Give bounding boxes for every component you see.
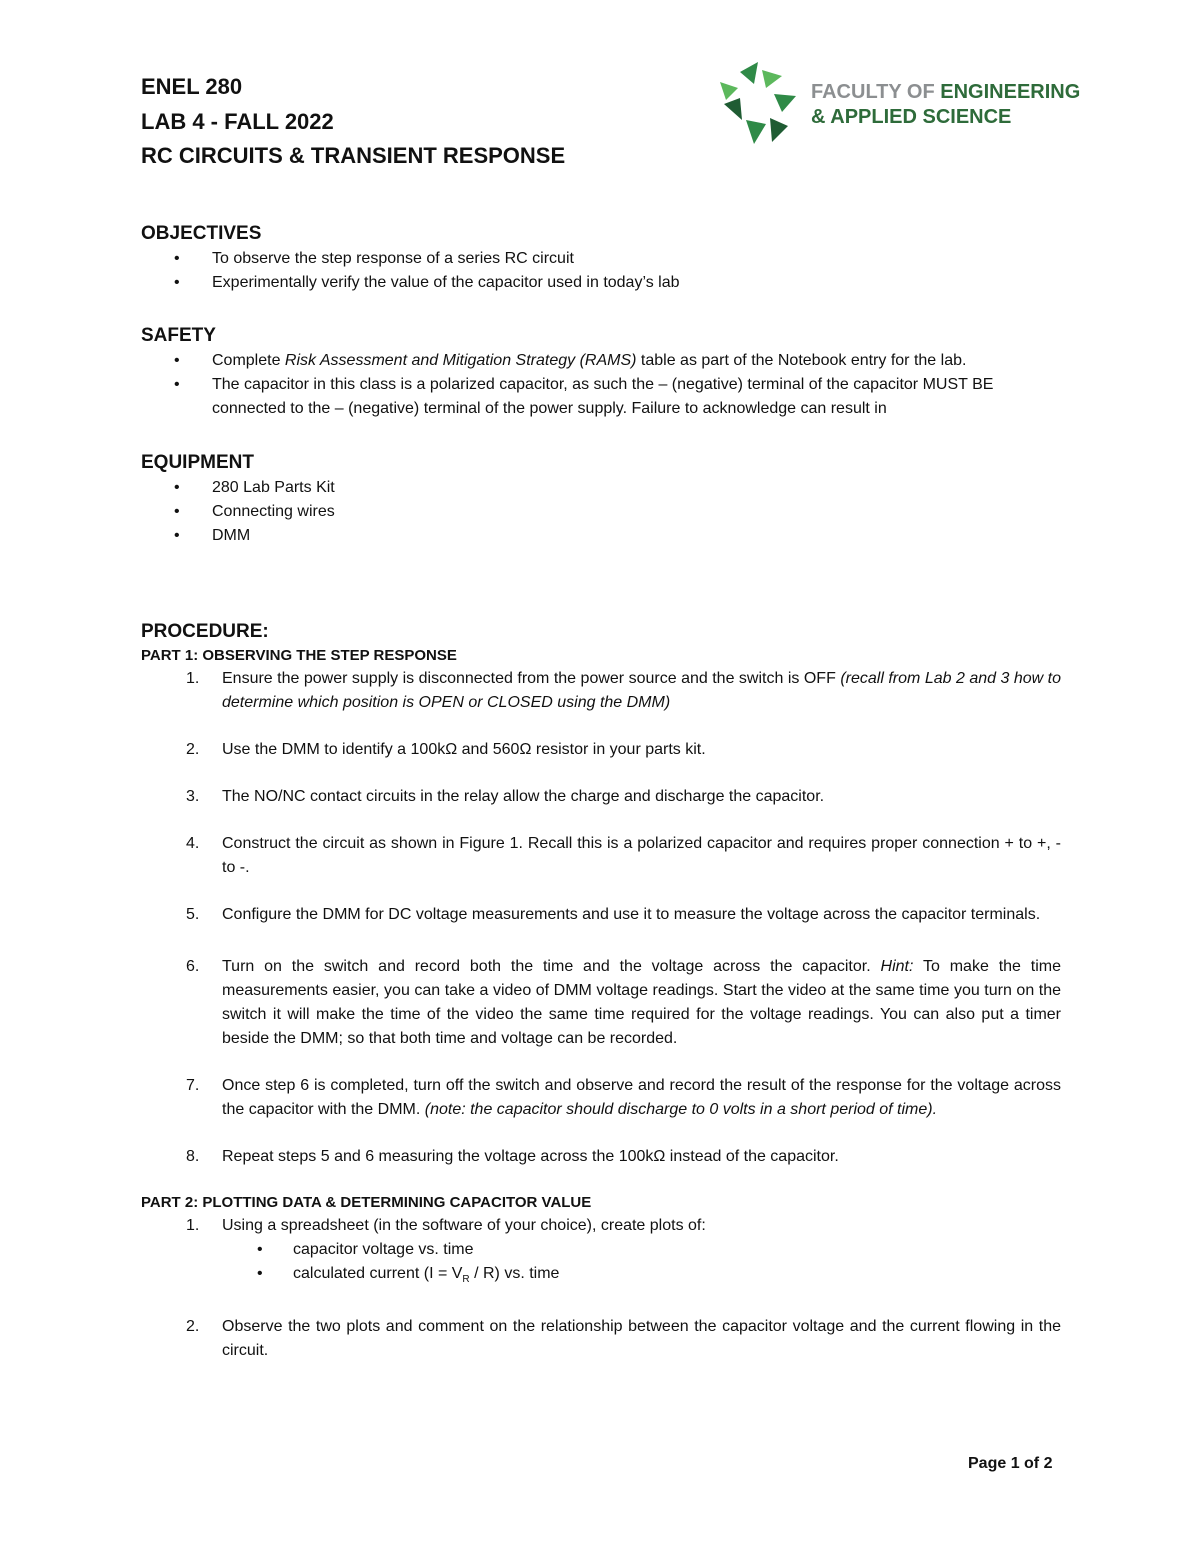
- procedure-section: [141, 619, 1061, 1363]
- list-item: [141, 1214, 1061, 1238]
- list-item: [141, 785, 1061, 809]
- safety-heading: SAFETY: [141, 325, 216, 346]
- safety-list: [141, 349, 1061, 421]
- step-note: (note: the capacitor should discharge to 0 volts in a short period of time).: [424, 1101, 938, 1118]
- faculty-logo-text: [811, 80, 1080, 130]
- logo-faculty-of: FACULTY OF: [811, 81, 941, 103]
- list-item: • The capacitor in this class is a polarized capacitor, as such the – (negative) terminal of the capacitor MUST BE connected to the – (negative) terminal of the power supply. Failure to acknowledge can result in: [141, 373, 1061, 421]
- green-triangle-star-icon: [716, 60, 800, 148]
- safety-text: Complete: [212, 352, 285, 369]
- step-text: The NO/NC contact circuits in the relay allow the charge and discharge the capacitor.: [222, 788, 825, 805]
- lab-number: LAB 4 - FALL 2022: [141, 108, 334, 134]
- step-text: To make the time measurements easier, you can take a video of DMM voltage readings. Start the video at the same time you turn on the switch it will make the time of the video the same time required for the voltage readings. You can also put a timer beside the DMM; so that both time and voltage can be recorded.: [222, 958, 1062, 1047]
- list-item: [141, 1074, 1061, 1122]
- equipment-heading: EQUIPMENT: [141, 452, 254, 473]
- equipment-section: [141, 450, 1061, 548]
- list-item: [141, 1315, 1061, 1363]
- logo-applied-science: & APPLIED SCIENCE: [811, 106, 1012, 128]
- step-text: Ensure the power supply is disconnected from the power source and the switch is OFF: [222, 670, 841, 687]
- list-item: • capacitor voltage vs. time: [141, 1238, 1061, 1262]
- step-text: Once step 6 is completed, turn off the switch and observe and record the result of the response for the voltage across the capacitor with the DMM.: [222, 1077, 1061, 1118]
- part2-steps-continued: [141, 1315, 1061, 1363]
- list-item: [141, 738, 1061, 762]
- list-item: [141, 349, 1061, 373]
- objectives-list: [141, 247, 1061, 295]
- step-number: 2.: [186, 1318, 200, 1336]
- current-formula: / R) vs. time: [469, 1265, 560, 1282]
- list-item: • DMM: [141, 524, 1061, 548]
- list-item: [141, 1145, 1061, 1169]
- list-item: [141, 832, 1061, 880]
- step-text: Configure the DMM for DC voltage measurements and use it to measure the voltage across the capacitor terminals.: [222, 906, 1041, 923]
- hint-label: Hint:: [880, 958, 914, 975]
- part2-steps: [141, 1214, 1061, 1238]
- step-text: Use the DMM to identify a 100kΩ and 560Ω resistor in your parts kit.: [222, 741, 706, 758]
- step-number: 2.: [186, 741, 200, 758]
- step-text: Using a spreadsheet (in the software of your choice), create plots of:: [222, 1217, 706, 1234]
- safety-text: table as part of the Notebook entry for the lab.: [636, 352, 967, 369]
- step-text: Repeat steps 5 and 6 measuring the voltage across the 100kΩ instead of the capacitor.: [222, 1148, 839, 1165]
- course-code: ENEL 280: [141, 74, 243, 99]
- step-text: Observe the two plots and comment on the relationship between the capacitor voltage and the current flowing in the circuit.: [222, 1318, 1061, 1360]
- document-title-block: [141, 70, 565, 174]
- objectives-heading: OBJECTIVES: [141, 223, 262, 244]
- step-number: 8.: [186, 1148, 200, 1165]
- part1-heading: PART 1: OBSERVING THE STEP RESPONSE: [141, 647, 457, 664]
- list-item: [141, 1262, 1061, 1292]
- list-item: • To observe the step response of a series RC circuit: [141, 247, 1061, 271]
- step-number: 4.: [186, 835, 200, 852]
- formula-subscript: R: [462, 1274, 470, 1286]
- faculty-logo: [716, 60, 1086, 150]
- list-item: [141, 955, 1061, 1051]
- list-item: [141, 903, 1061, 927]
- part1-steps: [141, 667, 1061, 1169]
- rams-emphasis: Risk Assessment and Mitigation Strategy (RAMS): [284, 352, 637, 369]
- list-item: [141, 667, 1061, 715]
- list-item: • Experimentally verify the value of the capacitor used in today’s lab: [141, 271, 1061, 295]
- step-text: Construct the circuit as shown in Figure 1. Recall this is a polarized capacitor and requires proper connection + to +, - to -.: [222, 835, 1061, 876]
- step-number: 1.: [186, 1217, 200, 1234]
- lab-title: RC CIRCUITS & TRANSIENT RESPONSE: [141, 143, 566, 168]
- logo-engineering: ENGINEERING: [940, 81, 1081, 103]
- list-item: • Connecting wires: [141, 500, 1061, 524]
- step-text: Turn on the switch and record both the time and the voltage across the capacitor.: [222, 958, 881, 975]
- current-formula: calculated current (I = V: [293, 1265, 463, 1282]
- step-number: 3.: [186, 788, 200, 805]
- list-item: • 280 Lab Parts Kit: [141, 476, 1061, 500]
- step-number: 1.: [186, 670, 200, 687]
- procedure-heading: PROCEDURE:: [141, 621, 269, 642]
- part2-heading: PART 2: PLOTTING DATA & DETERMINING CAPACITOR VALUE: [141, 1194, 592, 1211]
- step-number: 6.: [186, 958, 200, 975]
- step-number: 5.: [186, 906, 200, 923]
- page-number: Page 1 of 2: [968, 1455, 1053, 1472]
- objectives-section: [141, 221, 1061, 295]
- equipment-list: [141, 476, 1061, 548]
- plot-list: [141, 1238, 1061, 1292]
- safety-section: [141, 323, 1061, 421]
- step-number: 7.: [186, 1077, 200, 1094]
- step-note: (recall from Lab 2 and 3 how to determine which position is OPEN or CLOSED using the DMM): [222, 670, 1062, 711]
